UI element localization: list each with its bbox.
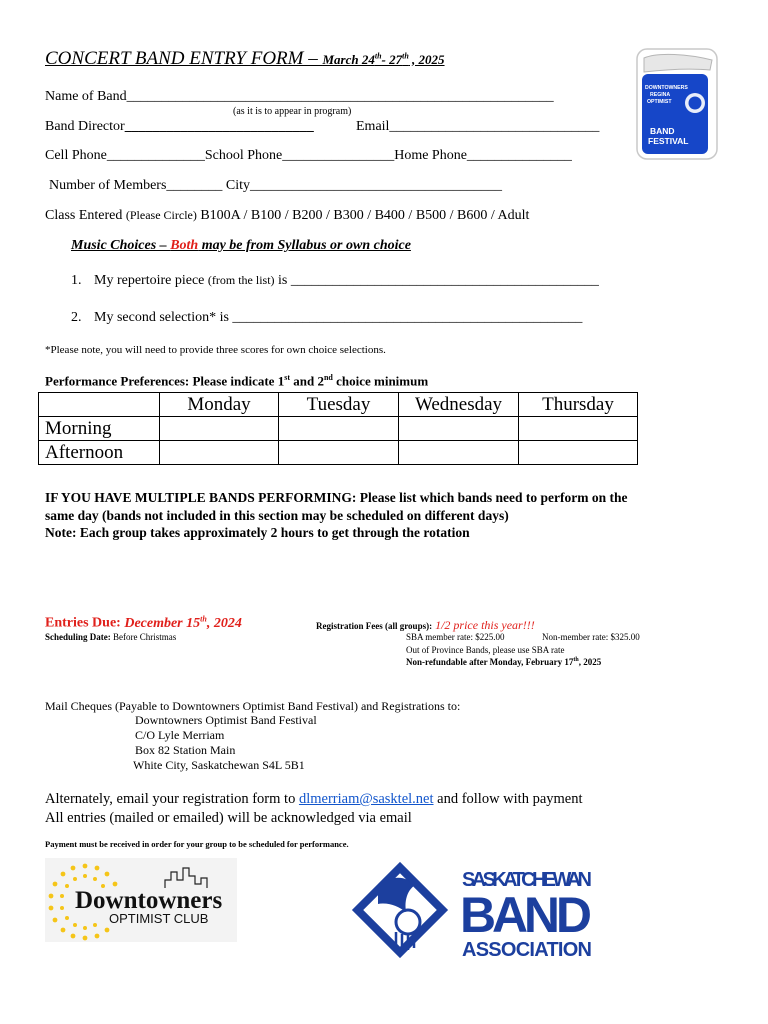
email-field[interactable]: Email______________________________ — [356, 119, 600, 134]
cell-morning-wednesday[interactable] — [399, 417, 519, 441]
entries-due-date: December 15th, 2024 — [124, 614, 242, 631]
band-director-label: Band Director — [45, 119, 125, 134]
email-alternative-line: Alternately, email your registration form to dlmerriam@sasktel.net and follow with payment — [45, 791, 583, 807]
title-main: CONCERT BAND ENTRY FORM – — [45, 48, 323, 69]
registration-fees: Registration Fees (all groups): 1/2 price this year!!! — [316, 618, 535, 632]
corner-cell — [39, 393, 160, 417]
email-link[interactable]: dlmerriam@sasktel.net — [298, 791, 434, 807]
phone-fields[interactable]: Cell Phone______________School Phone________________Home Phone_______________ — [45, 148, 572, 163]
day-tuesday: Tuesday — [279, 393, 399, 417]
music-both-word: Both — [170, 238, 199, 253]
out-of-province-note: Out of Province Bands, please use SBA rate — [406, 645, 565, 655]
class-options[interactable]: B100A / B100 / B200 / B300 / B400 / B500 / B600 / Adult — [196, 208, 530, 223]
svg-text:DOWNTOWNERS: DOWNTOWNERS — [645, 85, 688, 91]
row-afternoon: Afternoon — [39, 441, 160, 465]
table-row — [39, 441, 638, 465]
scheduling-date: Scheduling Date: Before Christmas — [45, 632, 177, 642]
table-header-row — [39, 393, 638, 417]
svg-text:OPTIMIST: OPTIMIST — [647, 99, 672, 105]
music-choices-heading: Music Choices – Both may be from Syllabus or own choice — [71, 238, 411, 253]
svg-text:SASKATCHEWAN: SASKATCHEWAN — [462, 869, 592, 891]
performance-heading: Performance Preferences: Please indicate 1st and 2nd choice minimum — [45, 373, 429, 389]
name-of-band-field[interactable]: Name of Band_____________________________________________________________ — [45, 89, 554, 104]
non-member-rate: Non-member rate: $325.00 — [542, 632, 640, 642]
svg-text:FESTIVAL: FESTIVAL — [648, 136, 689, 146]
cell-afternoon-tuesday[interactable] — [279, 441, 399, 465]
entries-due: Entries Due: December 15th, 2024 — [45, 614, 242, 631]
day-wednesday: Wednesday — [399, 393, 519, 417]
svg-text:REGINA: REGINA — [650, 92, 671, 98]
mail-cheques-intro: Mail Cheques (Payable to Downtowners Optimist Band Festival) and Registrations to: — [45, 699, 461, 713]
cell-afternoon-monday[interactable] — [160, 441, 279, 465]
performance-table — [38, 392, 638, 465]
band-director-field[interactable] — [45, 119, 314, 135]
svg-text:BAND: BAND — [460, 887, 592, 943]
cell-morning-thursday[interactable] — [519, 417, 638, 441]
cell-morning-monday[interactable] — [160, 417, 279, 441]
mail-address-line3: Box 82 Station Main — [135, 743, 236, 757]
day-thursday: Thursday — [519, 393, 638, 417]
second-selection-field[interactable]: My second selection* is __________________________________________________ — [94, 310, 583, 325]
own-choice-note: *Please note, you will need to provide three scores for own choice selections. — [45, 344, 386, 356]
mail-address-line2: C/O Lyle Merriam — [135, 728, 225, 742]
repertoire-field[interactable]: My repertoire piece (from the list) is ____________________________________________ — [94, 273, 599, 288]
form-title — [45, 48, 445, 70]
svg-text:OPTIMIST CLUB: OPTIMIST CLUB — [109, 911, 209, 926]
non-refundable-note: Non-refundable after Monday, February 17th, 2025 — [406, 657, 602, 667]
members-city-fields[interactable]: Number of Members________ City____________________________________ — [49, 178, 503, 193]
day-monday: Monday — [160, 393, 279, 417]
class-label: Class Entered — [45, 208, 126, 223]
acknowledgement-line: All entries (mailed or emailed) will be acknowledged via email — [45, 810, 412, 826]
svg-text:ASSOCIATION: ASSOCIATION — [462, 939, 592, 960]
band-director-line[interactable]: ___________________________ — [124, 119, 314, 134]
payment-note: Payment must be received in order for your group to be scheduled for performance. — [45, 839, 349, 849]
half-price-promo: 1/2 price this year!!! — [432, 618, 535, 632]
cell-afternoon-wednesday[interactable] — [399, 441, 519, 465]
second-selection-num: 2. — [71, 310, 82, 325]
mail-address-line4: White City, Saskatchewan S4L 5B1 — [133, 758, 305, 772]
repertoire-num: 1. — [71, 273, 82, 288]
multiple-bands-line2: same day (bands not included in this section may be scheduled on different days) — [45, 508, 509, 523]
rotation-note: Note: Each group takes approximately 2 hours to get through the rotation — [45, 525, 470, 540]
saskatchewan-band-association-logo — [348, 860, 596, 960]
cell-morning-tuesday[interactable] — [279, 417, 399, 441]
sba-member-rate: SBA member rate: $225.00 — [406, 632, 505, 642]
mail-address-line1: Downtowners Optimist Band Festival — [135, 713, 317, 727]
cell-afternoon-thursday[interactable] — [519, 441, 638, 465]
class-entered[interactable] — [45, 208, 529, 224]
title-dates: March 24th- 27th , 2025 — [322, 51, 445, 67]
downtowners-optimist-club-logo — [45, 858, 237, 942]
class-note: (Please Circle) — [125, 208, 197, 222]
multiple-bands-line1: IF YOU HAVE MULTIPLE BANDS PERFORMING: Please list which bands need to perform on the — [45, 490, 628, 505]
svg-text:BAND: BAND — [650, 126, 675, 136]
band-festival-logo — [636, 48, 718, 160]
table-row — [39, 417, 638, 441]
row-morning: Morning — [39, 417, 160, 441]
svg-text:Downtowners: Downtowners — [75, 887, 223, 914]
name-of-band-note: (as it is to appear in program) — [233, 106, 352, 117]
